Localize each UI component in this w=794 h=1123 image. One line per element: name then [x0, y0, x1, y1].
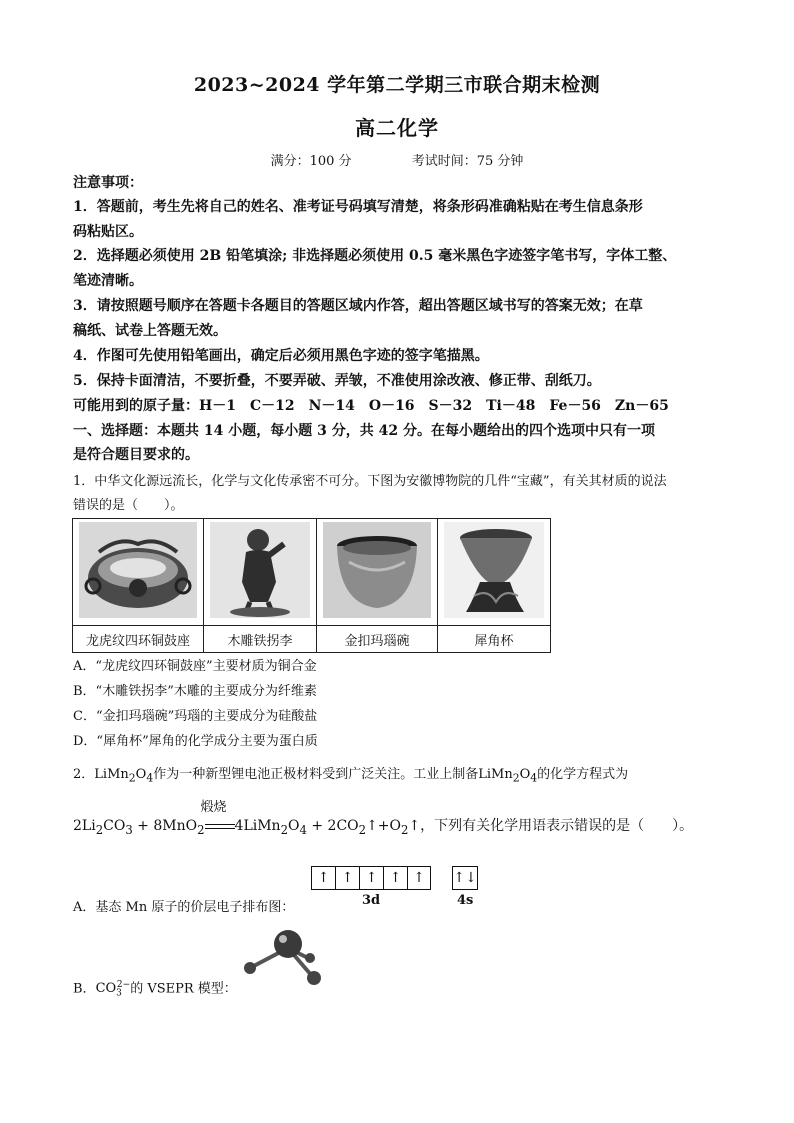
up-arrow-icon: ↑: [407, 866, 431, 890]
drum-base-image: [73, 519, 204, 626]
notice-item: 笔迹清晰。: [73, 273, 143, 289]
reaction-condition: 煅烧: [200, 800, 227, 815]
notice-item: 5．保持卡面清洁，不要折叠，不要弄破、弄皱，不准使用涂改液、修正带、刮纸刀。: [73, 373, 601, 389]
exam-meta: [0, 150, 794, 169]
section-heading: 一、选择题：本题共 14 小题，每小题 3 分，共 42 分。在每小题给出的四个选项中只有一项: [73, 423, 655, 439]
orbital-4s-label: 4s: [457, 893, 474, 908]
notice-heading: 注意事项：: [73, 175, 143, 191]
horn-cup-icon: [444, 522, 544, 618]
up-arrow-icon: ↑: [335, 866, 359, 890]
caption-horn-cup: 犀角杯: [438, 626, 551, 653]
vsepr-model-icon: [238, 924, 338, 992]
drum-base-icon: [79, 522, 197, 618]
exam-time: 考试时间：75 分钟: [411, 154, 524, 169]
notice-item: 1．答题前，考生先将自己的姓名、准考证号码填写清楚，将条形码准确粘贴在考生信息条形: [73, 199, 643, 215]
notice-item: 4．作图可先使用铅笔画出，确定后必须用黑色字迹的签字笔描黑。: [73, 348, 489, 364]
atomic-masses: 可能用到的原子量：H－1 C－12 N－14 O－16 S－32 Ti－48 Fe－56 Zn－65: [73, 398, 669, 414]
q1-stem-cont: 错误的是（ ）。: [73, 498, 184, 513]
subject-title: 高二化学: [355, 116, 439, 140]
wood-carving-icon: [210, 522, 310, 618]
up-arrow-icon: ↑: [383, 866, 407, 890]
full-score: 满分：100 分: [270, 154, 352, 169]
q1-stem: 1．中华文化源远流长，化学与文化传承密不可分。下图为安徽博物院的几件“宝藏”，有关其材质的说法: [73, 474, 667, 489]
agate-bowl-icon: [323, 522, 431, 618]
notice-item: 码粘贴区。: [73, 224, 143, 240]
q1-option-a: A．“龙虎纹四环铜鼓座”主要材质为铜合金: [73, 659, 317, 674]
horn-cup-image: [438, 519, 551, 626]
agate-bowl-image: [317, 519, 438, 626]
caption-wood-carving: 木雕铁拐李: [204, 626, 317, 653]
wood-carving-image: [204, 519, 317, 626]
q2-option-a: A．基态 Mn 原子的价层电子排布图：: [73, 900, 295, 915]
q2-stem: 2．$LiMn_2O_4$作为一种新型锂电池正极材料受到广泛关注。工业上制备$LiMn_2O_4$的化学方程式为: [73, 767, 629, 785]
orbital-3d-boxes: [311, 866, 431, 890]
paired-arrows-icon: ↑↓: [452, 866, 478, 890]
q1-option-b: B．“木雕铁拐李”木雕的主要成分为纤维素: [73, 684, 317, 699]
up-arrow-icon: ↑: [311, 866, 335, 890]
equation-tail: ，下列有关化学用语表示错误的是（ ）。: [420, 818, 694, 834]
up-arrow-icon: ↑: [359, 866, 383, 890]
orbital-3d-label: 3d: [362, 893, 381, 908]
artifact-table: [72, 518, 551, 653]
notice-item: 3．请按照题号顺序在答题卡各题目的答题区域内作答，超出答题区域书写的答案无效；在草: [73, 298, 643, 314]
notice-item: 稿纸、试卷上答题无效。: [73, 323, 227, 339]
q1-option-c: C．“金扣玛瑙碗”玛瑙的主要成分为硅酸盐: [73, 709, 318, 724]
q2-option-b: B．$CO_3^{2-}$的 VSEPR 模型：: [73, 980, 237, 999]
chemical-equation: $2Li_2CO_3 + 8MnO_2$ 煅烧 $4LiMn_2O_4$ + $2CO_2↑+O_2↑$，下列有关化学用语表示错误的是（ ）。: [73, 815, 693, 837]
notice-item: 2．选择题必须使用 2B 铅笔填涂; 非选择题必须使用 0.5 毫米黑色字迹签字笔书写，字体工整、: [73, 248, 677, 264]
orbital-4s-box: [452, 866, 478, 890]
exam-title: 2023~2024 学年第二学期三市联合期末检测: [193, 74, 601, 96]
section-heading-cont: 是符合题目要求的。: [73, 447, 199, 463]
caption-agate-bowl: 金扣玛瑙碗: [317, 626, 438, 653]
caption-drum-base: 龙虎纹四环铜鼓座: [73, 626, 204, 653]
q1-option-d: D．“犀角杯”犀角的化学成分主要为蛋白质: [73, 734, 318, 749]
